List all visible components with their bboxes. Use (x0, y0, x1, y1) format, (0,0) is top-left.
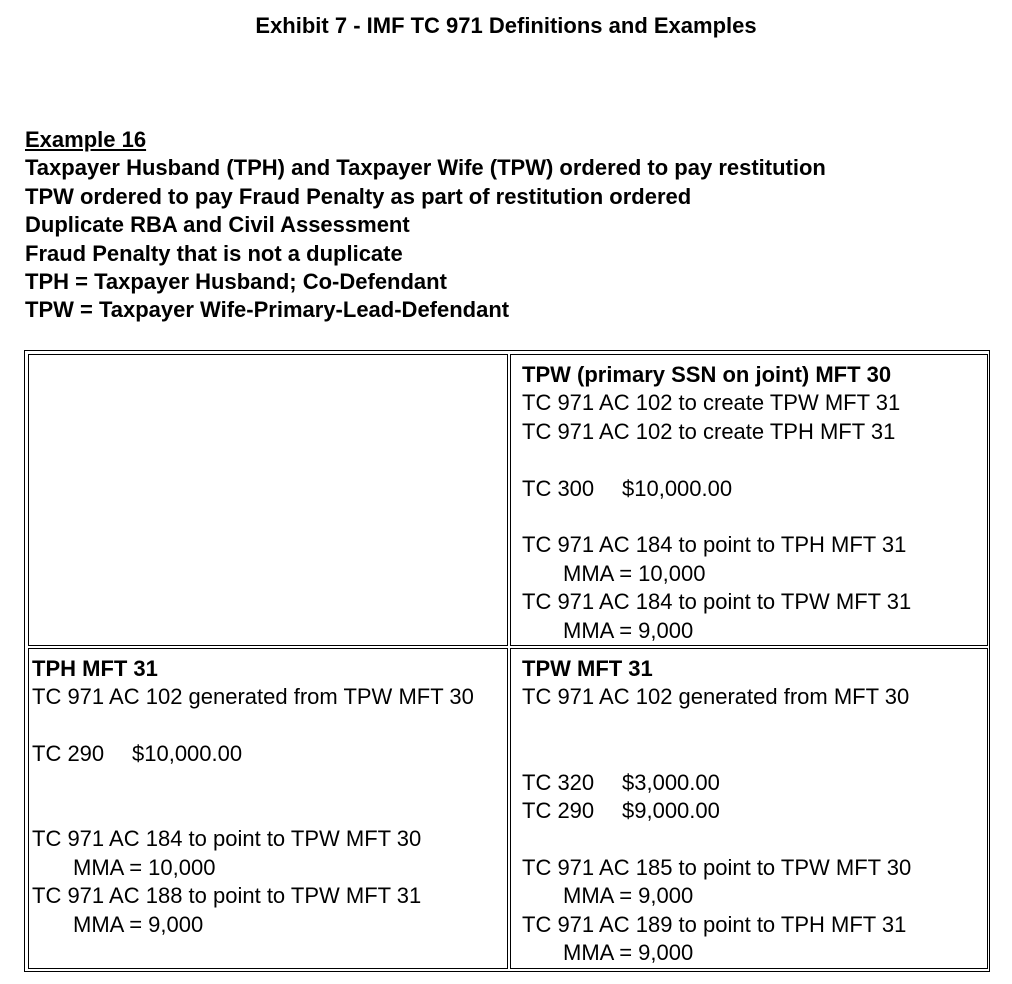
intro-line: Duplicate RBA and Civil Assessment (25, 212, 410, 238)
cell-line: TC 971 AC 185 to point to TPW MFT 30 (522, 854, 912, 880)
transaction-amount: $10,000.00 (622, 475, 733, 501)
mma-line: MMA = 10,000 (563, 560, 706, 586)
transaction-line (522, 769, 987, 797)
transaction-line (32, 740, 507, 768)
mma-line: MMA = 9,000 (563, 617, 694, 643)
cell-line: TC 971 AC 102 to create TPW MFT 31 (522, 390, 901, 416)
intro-line: TPW = Taxpayer Wife-Primary-Lead-Defendant (25, 297, 510, 323)
transaction-line (522, 475, 987, 503)
transaction-code: TC 290 (522, 797, 595, 823)
cell-line: TC 971 AC 188 to point to TPW MFT 31 (32, 883, 422, 909)
cell-line: TC 971 AC 184 to point to TPW MFT 30 (32, 826, 422, 852)
cell-line: TC 971 AC 184 to point to TPH MFT 31 (522, 532, 907, 558)
mma-line: MMA = 10,000 (73, 854, 216, 880)
transaction-amount: $9,000.00 (622, 797, 720, 823)
transaction-code: TC 300 (522, 475, 595, 501)
cell-line: TC 971 AC 102 generated from MFT 30 (522, 684, 910, 710)
table-cell-tpw-mft30 (510, 354, 988, 646)
intro-line: TPW ordered to pay Fraud Penalty as part of restitution ordered (25, 183, 692, 209)
mma-line: MMA = 9,000 (73, 911, 204, 937)
transaction-code: TC 320 (522, 769, 595, 795)
example-intro (25, 126, 826, 325)
cell-header: TPW MFT 31 (522, 656, 653, 681)
transaction-code: TC 290 (32, 741, 105, 767)
cell-line: TC 971 AC 102 generated from TPW MFT 30 (32, 684, 474, 710)
table-cell-tpw-mft31 (510, 648, 988, 969)
cell-line: TC 971 AC 189 to point to TPH MFT 31 (522, 911, 907, 937)
intro-line: Taxpayer Husband (TPH) and Taxpayer Wife (TPW) ordered to pay restitution (25, 155, 826, 181)
cell-line: TC 971 AC 184 to point to TPW MFT 31 (522, 589, 912, 615)
cell-header: TPH MFT 31 (32, 656, 158, 681)
example-heading: Example 16 (25, 127, 147, 152)
account-table (24, 350, 990, 972)
table-cell-empty (28, 354, 508, 646)
mma-line: MMA = 9,000 (563, 883, 694, 909)
intro-line: Fraud Penalty that is not a duplicate (25, 240, 403, 266)
intro-line: TPH = Taxpayer Husband; Co-Defendant (25, 269, 447, 295)
page-title: Exhibit 7 - IMF TC 971 Definitions and Examples (255, 13, 757, 38)
transaction-line (522, 797, 987, 825)
mma-line: MMA = 9,000 (563, 939, 694, 965)
table-cell-tph-mft31 (28, 648, 508, 969)
transaction-amount: $3,000.00 (622, 769, 720, 795)
cell-line: TC 971 AC 102 to create TPH MFT 31 (522, 418, 896, 444)
transaction-amount: $10,000.00 (132, 741, 243, 767)
cell-header: TPW (primary SSN on joint) MFT 30 (522, 362, 892, 387)
